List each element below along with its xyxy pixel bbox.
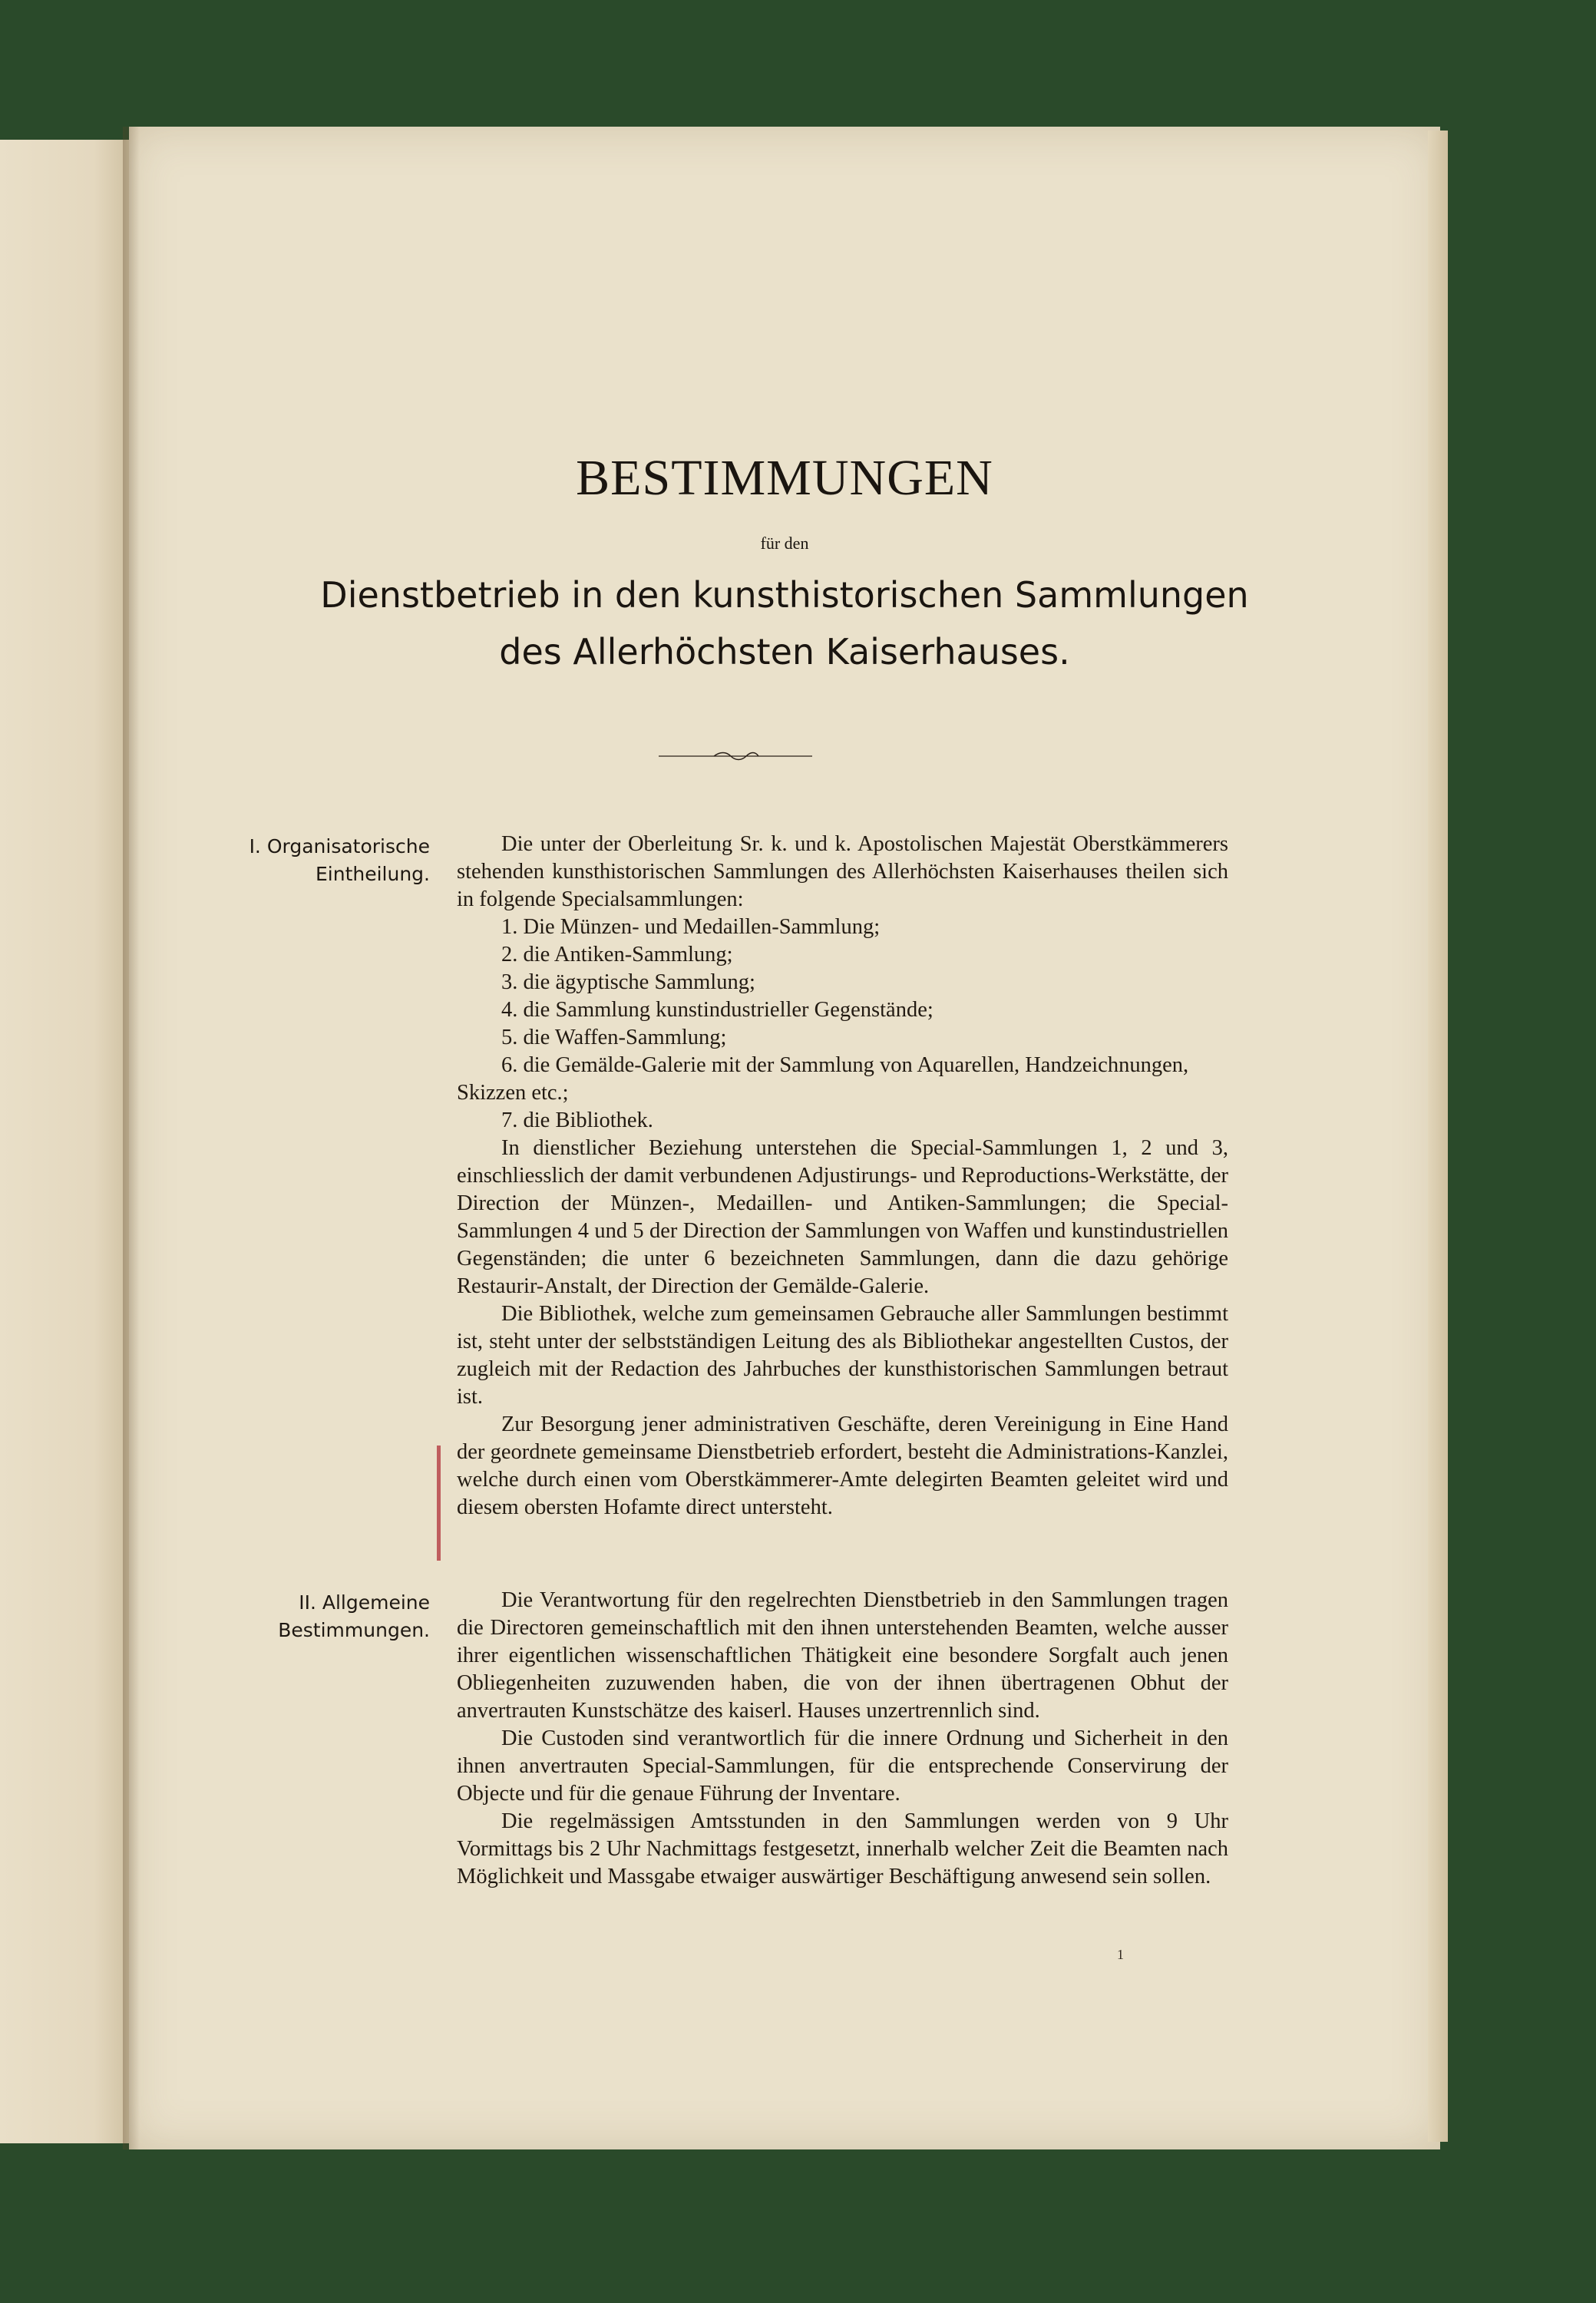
fuer-den-line: für den — [760, 534, 809, 553]
section-2-heading-line1: II. Allgemeine — [299, 1591, 430, 1614]
paragraph-custoden: Die Custoden sind verantwortlich für die innere Ordnung und Sicherheit in den ihnen anvertrauten Special-Sammlungen, für die entsprechende Conservirung der Objecte und für die genaue Führung der Inventare. — [457, 1726, 1228, 1806]
section-1-heading — [230, 833, 430, 888]
section-2-heading-line2: Bestimmungen. — [278, 1619, 430, 1641]
list-item: 6. die Gemälde-Galerie mit der Sammlung von Aquarellen, Handzeichnungen, Skizzen etc.; — [457, 1053, 1189, 1105]
section-2-heading — [230, 1589, 430, 1644]
list-item: 1. Die Münzen- und Medaillen-Sammlung; — [501, 915, 881, 939]
list-item: 7. die Bibliothek. — [501, 1109, 653, 1132]
list-item: 4. die Sammlung kunstindustrieller Gegenstände; — [501, 998, 933, 1022]
page-signature-mark: 1 — [1117, 1947, 1124, 1962]
section-1-heading-line2: Eintheilung. — [315, 863, 430, 885]
subtitle-line-1: Dienstbetrieb in den kunsthistorischen Sammlungen — [320, 574, 1249, 616]
paragraph-bibliothek: Die Bibliothek, welche zum gemeinsamen Gebrauche aller Sammlungen bestimmt ist, steht unter der selbstständigen Leitung des als Bibliothekar angestellten Custos, der zugleich mit der Redaction des Jahrbuches der kunsthistorischen Sammlungen betraut ist. — [457, 1302, 1228, 1409]
document-title: BESTIMMUNGEN — [576, 450, 993, 506]
section-2-body — [457, 1587, 1228, 1891]
red-margin-mark — [437, 1446, 441, 1561]
divider-ornament — [659, 751, 812, 762]
list-item: 2. die Antiken-Sammlung; — [501, 943, 733, 966]
page-right-edge — [1428, 131, 1448, 2142]
paragraph-amtsstunden: Die regelmässigen Amtsstunden in den Sammlungen werden von 9 Uhr Vormittags bis 2 Uhr Nachmittags festgesetzt, innerhalb welcher Zeit die Beamten nach Möglichkeit und Massgabe etwaiger auswärtiger Beschäftigung anwesend sein sollen. — [457, 1809, 1228, 1888]
paragraph-besorgung: Zur Besorgung jener administrativen Geschäfte, deren Vereinigung in Eine Hand der geordnete gemeinsame Dienstbetrieb erfordert, besteht die Administrations-Kanzlei, welche durch einen vom Oberstkämmerer-Amte delegirten Beamten geleitet wird und diesem obersten Hofamte direct untersteht. — [457, 1413, 1228, 1519]
section-1-heading-line1: I. Organisatorische — [249, 835, 430, 857]
list-item: 5. die Waffen-Sammlung; — [501, 1026, 727, 1049]
section-1-body — [457, 831, 1228, 1522]
paragraph-verantwortung: Die Verantwortung für den regelrechten Dienstbetrieb in den Sammlungen tragen die Directoren gemeinschaftlich mit den ihnen unterstehenden Beamten, welche ausser ihrer eigentlichen wissenschaftlichen Thätigkeit eine besondere Sorgfalt auch jenen Obliegenheiten zuzuwenden haben, die von der ihnen übertragenen Obhut der anvertrauten Kunstschätze des kaiserl. Hauses unzertrennlich sind. — [457, 1588, 1228, 1723]
paragraph-beziehung: In dienstlicher Beziehung unterstehen die Special-Sammlungen 1, 2 und 3, einschliesslich der damit verbundenen Adjustirungs- und Reproductions-Werkstätte, der Direction der Münzen-, Medaillen- und Antiken-Sammlungen; die Special-Sammlungen 4 und 5 der Direction der Sammlungen von Waffen und kunstindustriellen Gegenständen; die unter 6 bezeichneten Sammlungen, dann die dazu gehörige Restaurir-Anstalt, der Direction der Gemälde-Galerie. — [457, 1136, 1228, 1298]
subtitle-line-2: des Allerhöchsten Kaiserhauses. — [499, 631, 1070, 672]
list-item: 3. die ägyptische Sammlung; — [501, 970, 755, 994]
paragraph-intro: Die unter der Oberleitung Sr. k. und k. Apostolischen Majestät Oberstkämmerers stehenden kunsthistorischen Sammlungen des Allerhöchsten Kaiserhauses theilen sich in folgende Specialsammlungen: — [457, 832, 1228, 911]
page-fold-shadow — [123, 127, 140, 2149]
previous-page-edge — [0, 140, 134, 2143]
